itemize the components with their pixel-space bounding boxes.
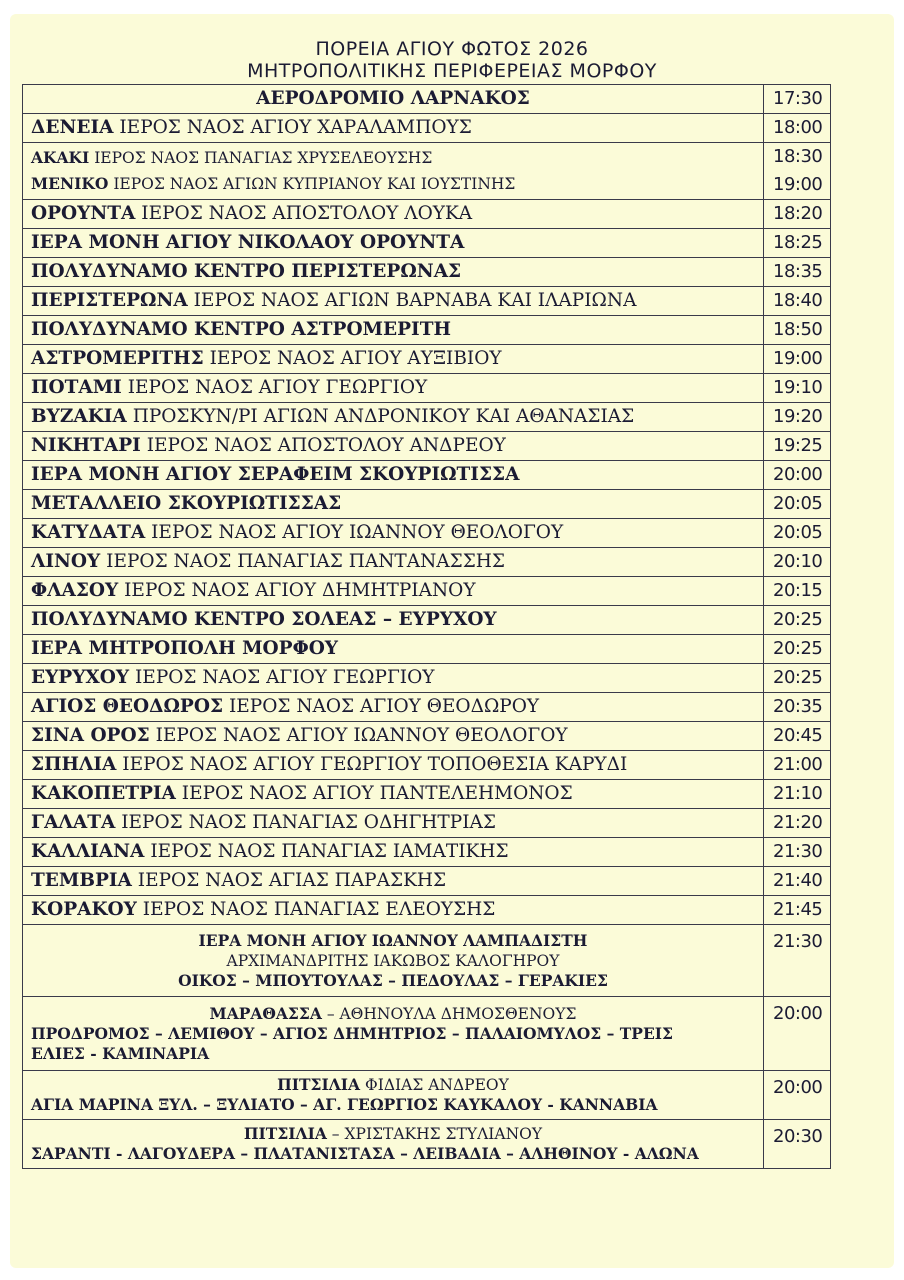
- church-name: ΙΕΡΟΣ ΝΑΟΣ ΑΓΙΩΝ ΒΑΡΝΑΒΑ ΚΑΙ ΙΛΑΡΙΩΝΑ: [193, 290, 637, 311]
- location-cell: [23, 693, 764, 722]
- place-name: ΤΕΜΒΡΙΑ: [31, 870, 132, 891]
- block-person: ΑΡΧΙΜΑΝΔΡΙΤΗΣ ΙΑΚΩΒΟΣ ΚΑΛΟΓΗΡΟΥ: [226, 951, 560, 970]
- table-row: [23, 997, 831, 1071]
- place-name: ΑΕΡΟΔΡΟΜΙΟ ΛΑΡΝΑΚΟΣ: [256, 88, 530, 109]
- location-cell: [23, 143, 764, 200]
- church-name: ΙΕΡΟΣ ΝΑΟΣ ΑΓΙΟΥ ΔΗΜΗΤΡΙΑΝΟΥ: [124, 580, 476, 601]
- time-cell: 19:10: [764, 374, 831, 403]
- time-cell: 20:35: [764, 693, 831, 722]
- block-villages-line1: [31, 1024, 755, 1044]
- location-cell: [23, 751, 764, 780]
- table-row: [23, 200, 831, 229]
- church-name: ΙΕΡΟΣ ΝΑΟΣ ΠΑΝΑΓΙΑΣ ΟΔΗΓΗΤΡΙΑΣ: [121, 812, 496, 833]
- place-name: ΝΙΚΗΤΑΡΙ: [31, 435, 141, 456]
- location-cell: [23, 374, 764, 403]
- villages-list: ΕΛΙΕΣ - ΚΑΜΙΝΑΡΙΑ: [31, 1043, 210, 1063]
- place-name: ΕΥΡΥΧΟΥ: [31, 667, 130, 688]
- table-row: [23, 722, 831, 751]
- church-name: ΙΕΡΟΣ ΝΑΟΣ ΑΓΙΑΣ ΠΑΡΑΣΚΗΣ: [137, 870, 447, 891]
- location-cell: [23, 1120, 764, 1169]
- time-cell: 20:25: [764, 606, 831, 635]
- church-name: ΙΕΡΟΣ ΝΑΟΣ ΑΠΟΣΤΟΛΟΥ ΑΝΔΡΕΟΥ: [146, 435, 506, 456]
- table-row: [23, 1120, 831, 1169]
- person-name: ΦΙΔΙΑΣ ΑΝΔΡΕΟΥ: [365, 1076, 509, 1094]
- location-cell: [23, 461, 764, 490]
- church-name: ΙΕΡΟΣ ΝΑΟΣ ΑΓΙΟΥ ΓΕΩΡΓΙΟΥ: [135, 667, 435, 688]
- church-name: ΙΕΡΟΣ ΝΑΟΣ ΠΑΝΑΓΙΑΣ ΙΑΜΑΤΙΚΗΣ: [150, 841, 509, 862]
- table-row: [23, 780, 831, 809]
- location-cell: [23, 258, 764, 287]
- villages-list: ΟΙΚΟΣ – ΜΠΟΥΤΟΥΛΑΣ – ΠΕΔΟΥΛΑΣ – ΓΕΡΑΚΙΕΣ: [178, 970, 608, 990]
- church-name: ΙΕΡΟΣ ΝΑΟΣ ΑΓΙΩΝ ΚΥΠΡΙΑΝΟΥ ΚΑΙ ΙΟΥΣΤΙΝΗΣ: [113, 175, 516, 193]
- place-name: ΓΑΛΑΤΑ: [31, 812, 116, 833]
- area-name: ΜΑΡΑΘΑΣΣΑ: [209, 1003, 322, 1023]
- line-akaki: [31, 148, 755, 168]
- table-row: [23, 751, 831, 780]
- location-cell: [23, 1071, 764, 1120]
- person-name: – ΧΡΙΣΤΑΚΗΣ ΣΤΥΛΙΑΝΟΥ: [331, 1125, 543, 1143]
- place-name: ΚΟΡΑΚΟΥ: [31, 899, 137, 920]
- place-name: ΑΚΑΚΙ: [31, 148, 90, 167]
- table-row: [23, 693, 831, 722]
- place-name: ΟΡΟΥΝΤΑ: [31, 203, 136, 224]
- church-name: ΙΕΡΟΣ ΝΑΟΣ ΠΑΝΑΓΙΑΣ ΠΑΝΤΑΝΑΣΣΗΣ: [106, 551, 506, 572]
- table-row: [23, 606, 831, 635]
- table-row: [23, 809, 831, 838]
- church-name: ΙΕΡΟΣ ΝΑΟΣ ΑΓΙΟΥ ΑΥΞΙΒΙΟΥ: [209, 348, 502, 369]
- time-cell: 21:00: [764, 751, 831, 780]
- block-villages: [31, 971, 755, 991]
- time-cell: 19:25: [764, 432, 831, 461]
- time-cell: 19:00: [764, 345, 831, 374]
- location-cell: [23, 606, 764, 635]
- time-cell: 18:50: [764, 316, 831, 345]
- place-name: ΜΕΝΙΚΟ: [31, 174, 109, 193]
- location-cell: [23, 896, 764, 925]
- table-row: [23, 838, 831, 867]
- table-row: [23, 258, 831, 287]
- time-cell: 17:30: [764, 85, 831, 114]
- place-name: ΣΙΝΑ ΟΡΟΣ: [31, 725, 150, 746]
- church-name: ΙΕΡΟΣ ΝΑΟΣ ΑΓΙΟΥ ΧΑΡΑΛΑΜΠΟΥΣ: [119, 117, 472, 138]
- location-cell: [23, 114, 764, 143]
- table-row: [23, 85, 831, 114]
- place-name: ΚΑΛΛΙΑΝΑ: [31, 841, 145, 862]
- time-cell: 20:25: [764, 664, 831, 693]
- document-title: ΠΟΡΕΙΑ ΑΓΙΟΥ ΦΩΤΟΣ 2026: [315, 38, 589, 60]
- table-row: [23, 461, 831, 490]
- block-heading: [31, 1075, 755, 1095]
- place-name: ΣΠΗΛΙΑ: [31, 754, 117, 775]
- document-subtitle: ΜΗΤΡΟΠΟΛΙΤΙΚΗΣ ΠΕΡΙΦΕΡΕΙΑΣ ΜΟΡΦΟΥ: [247, 60, 657, 82]
- table-row: [23, 519, 831, 548]
- table-row: [23, 925, 831, 997]
- time-cell: 20:05: [764, 490, 831, 519]
- church-name: ΙΕΡΟΣ ΝΑΟΣ ΑΓΙΟΥ ΓΕΩΡΓΙΟΥ: [127, 377, 428, 398]
- line-meniko: [31, 174, 755, 194]
- church-name: ΙΕΡΟΣ ΝΑΟΣ ΑΓΙΟΥ ΘΕΟΔΩΡΟΥ: [228, 696, 540, 717]
- church-name: ΙΕΡΟΣ ΝΑΟΣ ΑΓΙΟΥ ΙΩΑΝΝΟΥ ΘΕΟΛΟΓΟΥ: [151, 522, 564, 543]
- area-name: ΠΙΤΣΙΛΙΑ: [243, 1124, 327, 1143]
- time-cell: [764, 143, 831, 200]
- location-cell: [23, 997, 764, 1071]
- church-name: ΙΕΡΟΣ ΝΑΟΣ ΑΓΙΟΥ ΙΩΑΝΝΟΥ ΘΕΟΛΟΓΟΥ: [155, 725, 568, 746]
- table-row: [23, 896, 831, 925]
- time-cell: 18:20: [764, 200, 831, 229]
- time-cell: 18:25: [764, 229, 831, 258]
- time-cell: 20:15: [764, 577, 831, 606]
- place-name: ΚΑΤΥΔΑΤΑ: [31, 522, 146, 543]
- time-cell: 21:45: [764, 896, 831, 925]
- time-cell: 20:00: [764, 997, 831, 1071]
- table-row: [23, 229, 831, 258]
- time-cell: 18:35: [764, 258, 831, 287]
- location-cell: [23, 635, 764, 664]
- location-cell: [23, 316, 764, 345]
- location-cell: [23, 85, 764, 114]
- time-cell: 21:40: [764, 867, 831, 896]
- place-name: ΛΙΝΟΥ: [31, 551, 101, 572]
- location-cell: [23, 519, 764, 548]
- location-cell: [23, 867, 764, 896]
- table-row: [23, 1071, 831, 1120]
- location-cell: [23, 403, 764, 432]
- villages-list: ΑΓΙΑ ΜΑΡΙΝΑ ΞΥΛ. – ΞΥΛΙΑΤΟ – ΑΓ. ΓΕΩΡΓΙΟΣ ΚΑΥΚΑΛΟΥ - ΚΑΝΝΑΒΙΑ: [31, 1095, 658, 1114]
- location-cell: [23, 200, 764, 229]
- location-cell: [23, 722, 764, 751]
- location-cell: [23, 432, 764, 461]
- time-cell: 20:45: [764, 722, 831, 751]
- location-cell: [23, 664, 764, 693]
- place-name: ΚΑΚΟΠΕΤΡΙΑ: [31, 783, 176, 804]
- time-cell: 18:40: [764, 287, 831, 316]
- table-row: [23, 374, 831, 403]
- time-cell: 18:00: [764, 114, 831, 143]
- time-cell: 20:30: [764, 1120, 831, 1169]
- time-cell: 19:20: [764, 403, 831, 432]
- schedule-table: [22, 84, 831, 1169]
- table-row: [23, 635, 831, 664]
- time-cell: 20:05: [764, 519, 831, 548]
- table-row: [23, 403, 831, 432]
- place-name: ΙΕΡΑ ΜΟΝΗ ΑΓΙΟΥ ΝΙΚΟΛΑΟΥ ΟΡΟΥΝΤΑ: [31, 232, 465, 253]
- block-heading: [31, 1004, 755, 1024]
- place-name: ΙΕΡΑ ΜΗΤΡΟΠΟΛΗ ΜΟΡΦΟΥ: [31, 638, 339, 659]
- church-name: ΙΕΡΟΣ ΝΑΟΣ ΠΑΝΑΓΙΑΣ ΕΛΕΟΥΣΗΣ: [142, 899, 496, 920]
- block-villages: [31, 1095, 755, 1115]
- place-name: ΔΕΝΕΙΑ: [31, 117, 114, 138]
- table-row: [23, 490, 831, 519]
- location-cell: [23, 229, 764, 258]
- time-meniko: 19:00: [773, 174, 823, 195]
- villages-list: ΣΑΡΑΝΤΙ - ΛΑΓΟΥΔΕΡΑ – ΠΛΑΤΑΝΙΣΤΑΣΑ – ΛΕΙΒΑΔΙΑ – ΑΛΗΘΙΝΟΥ - ΑΛΩΝΑ: [31, 1144, 699, 1163]
- place-name: ΠΕΡΙΣΤΕΡΩΝΑ: [31, 290, 188, 311]
- location-cell: [23, 780, 764, 809]
- location-cell: [23, 809, 764, 838]
- table-row: [23, 577, 831, 606]
- church-name: ΠΡΟΣΚΥΝ/ΡΙ ΑΓΙΩΝ ΑΝΔΡΟΝΙΚΟΥ ΚΑΙ ΑΘΑΝΑΣΙΑΣ: [132, 406, 635, 427]
- location-cell: [23, 838, 764, 867]
- place-name: ΠΟΛΥΔΥΝΑΜΟ ΚΕΝΤΡΟ ΑΣΤΡΟΜΕΡΙΤΗ: [31, 319, 451, 340]
- table-row: [23, 664, 831, 693]
- table-row: [23, 867, 831, 896]
- church-name: ΙΕΡΟΣ ΝΑΟΣ ΑΓΙΟΥ ΠΑΝΤΕΛΕΗΜΟΝΟΣ: [181, 783, 573, 804]
- person-name: – ΑΘΗΝΟΥΛΑ ΔΗΜΟΣΘΕΝΟΥΣ: [326, 1004, 577, 1023]
- place-name: ΙΕΡΑ ΜΟΝΗ ΑΓΙΟΥ ΣΕΡΑΦΕΙΜ ΣΚΟΥΡΙΩΤΙΣΣΑ: [31, 464, 520, 485]
- monastery-name: ΙΕΡΑ ΜΟΝΗ ΑΓΙΟΥ ΙΩΑΝΝΟΥ ΛΑΜΠΑΔΙΣΤΗ: [198, 930, 588, 950]
- time-cell: 21:30: [764, 925, 831, 997]
- time-cell: 21:30: [764, 838, 831, 867]
- church-name: ΙΕΡΟΣ ΝΑΟΣ ΠΑΝΑΓΙΑΣ ΧΡΥΣΕΛΕΟΥΣΗΣ: [94, 149, 433, 167]
- time-akaki: 18:30: [773, 146, 823, 167]
- place-name: ΑΓΙΟΣ ΘΕΟΔΩΡΟΣ: [31, 696, 224, 717]
- table-row: [23, 143, 831, 200]
- block-title: [31, 931, 755, 951]
- location-cell: [23, 287, 764, 316]
- place-name: ΠΟΛΥΔΥΝΑΜΟ ΚΕΝΤΡΟ ΣΟΛΕΑΣ – ΕΥΡΥΧΟΥ: [31, 609, 497, 630]
- place-name: ΠΟΛΥΔΥΝΑΜΟ ΚΕΝΤΡΟ ΠΕΡΙΣΤΕΡΩΝΑΣ: [31, 261, 462, 282]
- place-name: ΑΣΤΡΟΜΕΡΙΤΗΣ: [31, 348, 204, 369]
- location-cell: [23, 490, 764, 519]
- time-cell: 20:10: [764, 548, 831, 577]
- church-name: ΙΕΡΟΣ ΝΑΟΣ ΑΓΙΟΥ ΓΕΩΡΓΙΟΥ ΤΟΠΟΘΕΣΙΑ ΚΑΡΥΔΙ: [122, 754, 628, 775]
- location-cell: [23, 548, 764, 577]
- table-row: [23, 548, 831, 577]
- villages-list: ΠΡΟΔΡΟΜΟΣ – ΛΕΜΙΘΟΥ – ΑΓΙΟΣ ΔΗΜΗΤΡΙΟΣ – ΠΑΛΑΙΟΜΥΛΟΣ – ΤΡΕΙΣ: [31, 1023, 673, 1043]
- place-name: ΒΥΖΑΚΙΑ: [31, 406, 127, 427]
- time-cell: 21:10: [764, 780, 831, 809]
- block-villages: [31, 1144, 755, 1164]
- table-row: [23, 432, 831, 461]
- table-row: [23, 114, 831, 143]
- time-cell: 20:00: [764, 461, 831, 490]
- block-heading: [31, 1124, 755, 1144]
- location-cell: [23, 577, 764, 606]
- place-name: ΠΟΤΑΜΙ: [31, 377, 122, 398]
- table-row: [23, 345, 831, 374]
- place-name: ΦΛΑΣΟΥ: [31, 580, 119, 601]
- time-cell: 20:25: [764, 635, 831, 664]
- location-cell: [23, 345, 764, 374]
- area-name: ΠΙΤΣΙΛΙΑ: [277, 1075, 361, 1094]
- place-name: ΜΕΤΑΛΛΕΙΟ ΣΚΟΥΡΙΩΤΙΣΣΑΣ: [31, 493, 342, 514]
- block-villages-line2: [31, 1044, 755, 1064]
- location-cell: [23, 925, 764, 997]
- table-row: [23, 316, 831, 345]
- table-row: [23, 287, 831, 316]
- time-cell: 20:00: [764, 1071, 831, 1120]
- church-name: ΙΕΡΟΣ ΝΑΟΣ ΑΠΟΣΤΟΛΟΥ ΛΟΥΚΑ: [141, 203, 473, 224]
- time-cell: 21:20: [764, 809, 831, 838]
